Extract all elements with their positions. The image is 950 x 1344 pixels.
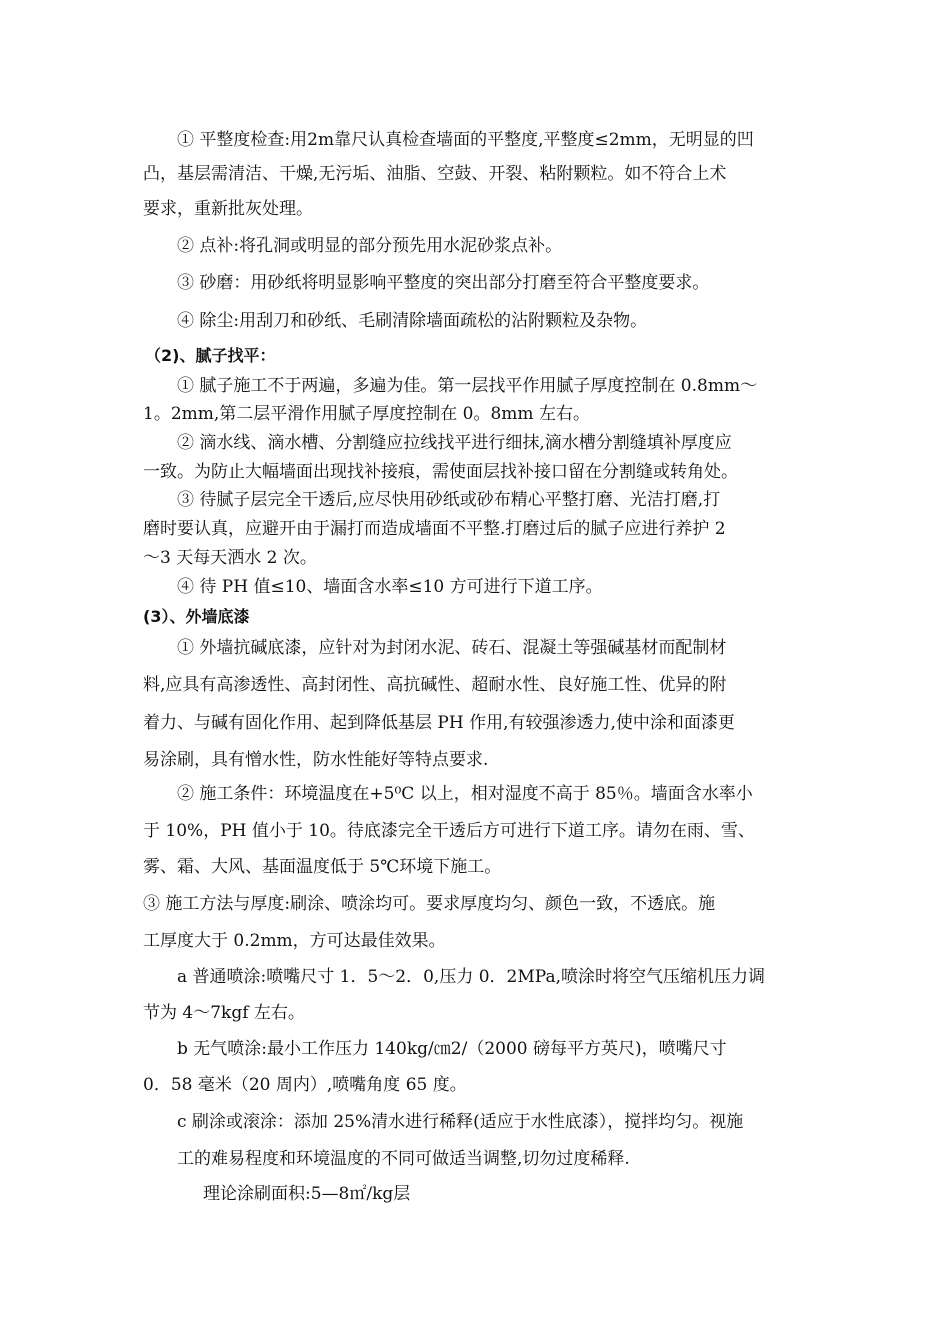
text-line: 一致。为防止大幅墙面出现找补接痕，需使面层找补接口留在分割缝或转角处。	[143, 462, 738, 482]
text-line: ③ 待腻子层完全干透后,应尽快用砂纸或砂布精心平整打磨、光洁打磨,打	[177, 490, 721, 510]
text-line: 磨时要认真，应避开由于漏打而造成墙面不平整.打磨过后的腻子应进行养护 2	[143, 519, 726, 539]
text-line: ① 腻子施工不于两遍，多遍为佳。第一层找平作用腻子厚度控制在 0.8mm～	[177, 376, 758, 396]
text-line: ④ 除尘:用刮刀和砂纸、毛刷清除墙面疏松的沾附颗粒及杂物。	[177, 311, 648, 331]
text-line: c 刷涂或滚涂：添加 25%清水进行稀释(适应于水性底漆），搅拌均匀。视施	[177, 1112, 744, 1132]
section-heading: (3）、外墙底漆	[143, 607, 250, 626]
text-line: ① 平整度检查:用2m靠尺认真检查墙面的平整度,平整度≤2mm，无明显的凹	[177, 130, 754, 150]
text-line: 0．58 毫米（20 周内）,喷嘴角度 65 度。	[143, 1075, 467, 1095]
text-line: ～3 天每天洒水 2 次。	[143, 548, 317, 568]
section-heading: （2)、腻子找平：	[145, 346, 276, 365]
text-line: ④ 待 PH 值≤10、墙面含水率≤10 方可进行下道工序。	[177, 577, 603, 597]
text-line: ③ 砂磨：用砂纸将明显影响平整度的突出部分打磨至符合平整度要求。	[177, 273, 710, 293]
text-line: b 无气喷涂:最小工作压力 140kg/㎝2/（2000 磅每平方英尺)，喷嘴尺寸	[177, 1039, 727, 1059]
text-line: 于 10%，PH 值小于 10。待底漆完全干透后方可进行下道工序。请勿在雨、雪、	[143, 821, 755, 841]
text-line: 节为 4～7kgf 左右。	[143, 1003, 305, 1023]
text-line: ③ 施工方法与厚度:刷涂、喷涂均可。要求厚度均匀、颜色一致，不透底。施	[143, 894, 716, 914]
text-line: 易涂刷，具有憎水性，防水性能好等特点要求.	[143, 750, 489, 770]
text-line: 工的难易程度和环境温度的不同可做适当调整,切勿过度稀释.	[177, 1149, 630, 1169]
text-line: 工厚度大于 0.2mm，方可达最佳效果。	[143, 931, 446, 951]
text-line: 1。2mm,第二层平滑作用腻子厚度控制在 0。8mm 左右。	[143, 404, 590, 424]
text-line: 雾、霜、大风、基面温度低于 5℃环境下施工。	[143, 857, 502, 877]
text-line: a 普通喷涂:喷嘴尺寸 1．5～2．0,压力 0．2MPa,喷涂时将空气压缩机压力调	[177, 967, 765, 987]
text-line: 要求，重新批灰处理。	[143, 199, 313, 219]
text-line: ② 滴水线、滴水槽、分割缝应拉线找平进行细抹,滴水槽分割缝填补厚度应	[177, 433, 732, 453]
text-line: ① 外墙抗碱底漆，应针对为封闭水泥、砖石、混凝土等强碱基材而配制材	[177, 638, 727, 658]
text-line: ② 施工条件：环境温度在+5⁰C 以上，相对湿度不高于 85％。墙面含水率小	[177, 784, 753, 804]
text-line: 凸，基层需清洁、干燥,无污垢、油脂、空鼓、开裂、粘附颗粒。如不符合上术	[143, 164, 727, 184]
text-line: ② 点补:将孔洞或明显的部分预先用水泥砂浆点补。	[177, 236, 563, 256]
text-line: 着力、与碱有固化作用、起到降低基层 PH 作用,有较强渗透力,使中涂和面漆更	[143, 713, 735, 733]
text-line: 理论涂刷面积:5—8㎡/kg层	[203, 1184, 411, 1204]
text-line: 料,应具有高渗透性、高封闭性、高抗碱性、超耐水性、良好施工性、优异的附	[143, 675, 727, 695]
